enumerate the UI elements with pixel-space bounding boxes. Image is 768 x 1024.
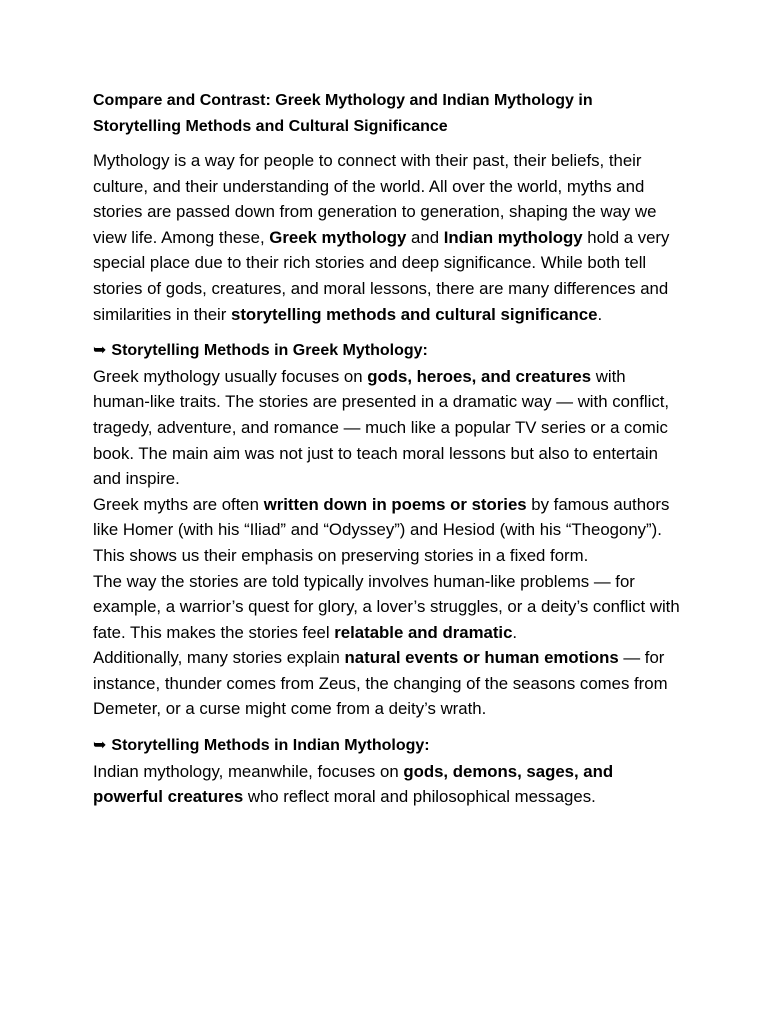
greek-heading-text: Storytelling Methods in Greek Mythology:	[111, 342, 428, 360]
indian-section-heading	[93, 733, 683, 759]
text-run: Mythology is a way for people to connect with their past, their beliefs, their culture, and their understanding of the world. All over the world, myths and stories are passed down from generation to generation, shaping the way we view life. Among these,	[93, 151, 657, 247]
text-run: hold a very special place due to their rich stories and deep significance. While both tell stories of gods, creatures, and moral lessons, there are many differences and similarities in their	[93, 227, 670, 324]
text-run: who reflect moral and philosophical messages.	[243, 787, 596, 807]
arrow-icon: ➥	[93, 342, 107, 360]
bold-text-run: storytelling methods and cultural significance	[231, 304, 598, 324]
document-title: Compare and Contrast: Greek Mythology and Indian Mythology in Storytelling Methods and Cultural Significance	[93, 92, 593, 135]
document-page	[93, 88, 683, 810]
greek-paragraph-3	[93, 569, 683, 646]
bold-text-run: natural events or human emotions	[344, 648, 619, 668]
text-run: with human-like traits. The stories are presented in a dramatic way — with conflict, tragedy, adventure, and romance — much like a popular TV series or a comic book. The main aim was not just to teach moral lessons but also to entertain and inspire.	[93, 366, 670, 489]
text-run: Greek myths are often	[93, 494, 264, 514]
text-run: and	[406, 227, 444, 247]
text-run: .	[597, 304, 603, 324]
text-run: The way the stories are told typically involves human-like problems — for example, a warrior’s quest for glory, a lover’s struggles, or a deity’s conflict with fate. This makes the stories feel	[93, 571, 680, 642]
text-run: Additionally, many stories explain	[93, 648, 345, 668]
text-run: Indian mythology, meanwhile, focuses on	[93, 761, 404, 781]
bold-text-run: gods, heroes, and creatures	[367, 366, 592, 386]
text-run: by famous authors like Homer (with his “Iliad” and “Odyssey”) and Hesiod (with his “Theogony”). This shows us their emphasis on preserving stories in a fixed form.	[93, 494, 670, 565]
greek-paragraph-1	[93, 364, 683, 492]
bold-text-run: written down in poems or stories	[263, 494, 527, 514]
indian-heading-text: Storytelling Methods in Indian Mythology:	[111, 737, 430, 755]
greek-section-heading	[93, 338, 683, 364]
intro-paragraph	[93, 148, 683, 327]
arrow-icon: ➥	[93, 737, 107, 755]
greek-paragraph-2	[93, 492, 683, 569]
bold-text-run: relatable and dramatic	[334, 622, 513, 642]
indian-paragraph-1	[93, 759, 683, 810]
greek-paragraph-4	[93, 645, 683, 722]
text-run: .	[512, 622, 518, 642]
bold-text-run: Indian mythology	[443, 227, 583, 247]
text-run: Greek mythology usually focuses on	[93, 366, 368, 386]
bold-text-run: gods, demons, sages, and powerful creatures	[93, 761, 614, 807]
text-run: — for instance, thunder comes from Zeus, the changing of the seasons comes from Demeter, or a curse might come from a deity’s wrath.	[93, 648, 668, 719]
bold-text-run: Greek mythology	[269, 227, 407, 247]
